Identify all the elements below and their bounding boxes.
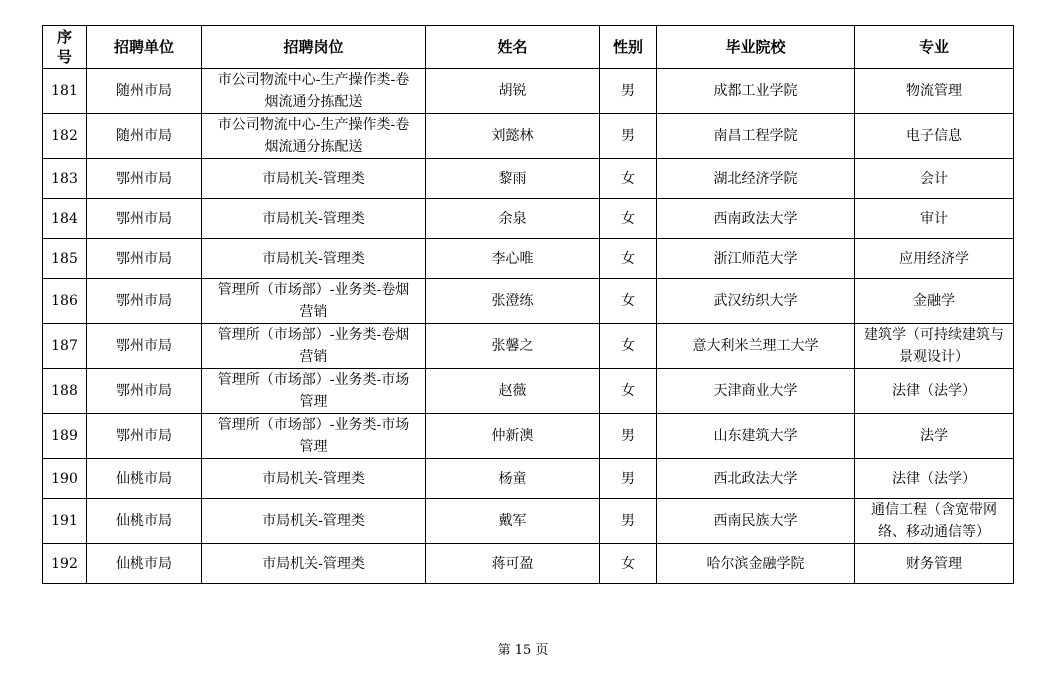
table-row <box>43 114 1014 159</box>
cell-unit: 仙桃市局 <box>87 499 202 544</box>
cell-school: 湖北经济学院 <box>657 159 855 199</box>
cell-school: 武汉纺织大学 <box>657 279 855 324</box>
page-footer <box>0 639 1046 658</box>
cell-seq-no: 192 <box>43 544 87 584</box>
cell-school: 浙江师范大学 <box>657 239 855 279</box>
cell-school: 天津商业大学 <box>657 369 855 414</box>
cell-unit: 仙桃市局 <box>87 459 202 499</box>
header-school: 毕业院校 <box>657 26 855 69</box>
cell-position: 市公司物流中心-生产操作类-卷 烟流通分拣配送 <box>202 114 426 159</box>
cell-unit: 鄂州市局 <box>87 199 202 239</box>
cell-gender: 女 <box>600 369 657 414</box>
header-seq-no: 序 号 <box>43 26 87 69</box>
cell-unit: 鄂州市局 <box>87 324 202 369</box>
cell-name: 张澄练 <box>426 279 600 324</box>
cell-seq-no: 191 <box>43 499 87 544</box>
table-row <box>43 414 1014 459</box>
cell-major: 应用经济学 <box>855 239 1014 279</box>
cell-gender: 男 <box>600 414 657 459</box>
table-row <box>43 69 1014 114</box>
cell-name: 胡锐 <box>426 69 600 114</box>
cell-major: 建筑学（可持续建筑与 景观设计） <box>855 324 1014 369</box>
cell-school: 成都工业学院 <box>657 69 855 114</box>
header-name: 姓名 <box>426 26 600 69</box>
page-suffix: 页 <box>535 643 549 658</box>
page-number: 15 <box>514 643 532 658</box>
cell-unit: 仙桃市局 <box>87 544 202 584</box>
table-row <box>43 544 1014 584</box>
cell-gender: 男 <box>600 69 657 114</box>
cell-gender: 男 <box>600 499 657 544</box>
cell-school: 西南民族大学 <box>657 499 855 544</box>
cell-seq-no: 187 <box>43 324 87 369</box>
cell-gender: 女 <box>600 239 657 279</box>
cell-major: 物流管理 <box>855 69 1014 114</box>
cell-unit: 随州市局 <box>87 114 202 159</box>
cell-major: 审计 <box>855 199 1014 239</box>
header-position: 招聘岗位 <box>202 26 426 69</box>
cell-unit: 随州市局 <box>87 69 202 114</box>
cell-position: 管理所（市场部）-业务类-卷烟 营销 <box>202 279 426 324</box>
cell-unit: 鄂州市局 <box>87 369 202 414</box>
header-row <box>43 26 1014 69</box>
cell-gender: 女 <box>600 324 657 369</box>
table-row <box>43 499 1014 544</box>
cell-position: 管理所（市场部）-业务类-市场 管理 <box>202 369 426 414</box>
cell-seq-no: 186 <box>43 279 87 324</box>
cell-gender: 女 <box>600 279 657 324</box>
cell-school: 哈尔滨金融学院 <box>657 544 855 584</box>
cell-name: 余泉 <box>426 199 600 239</box>
cell-school: 南昌工程学院 <box>657 114 855 159</box>
cell-unit: 鄂州市局 <box>87 239 202 279</box>
table-row <box>43 239 1014 279</box>
cell-name: 黎雨 <box>426 159 600 199</box>
cell-school: 山东建筑大学 <box>657 414 855 459</box>
cell-position: 市局机关-管理类 <box>202 544 426 584</box>
cell-seq-no: 181 <box>43 69 87 114</box>
cell-position: 市局机关-管理类 <box>202 459 426 499</box>
cell-seq-no: 189 <box>43 414 87 459</box>
cell-name: 戴军 <box>426 499 600 544</box>
cell-gender: 男 <box>600 459 657 499</box>
cell-seq-no: 188 <box>43 369 87 414</box>
cell-gender: 女 <box>600 159 657 199</box>
cell-school: 意大利米兰理工大学 <box>657 324 855 369</box>
cell-major: 法学 <box>855 414 1014 459</box>
table-row <box>43 459 1014 499</box>
cell-seq-no: 183 <box>43 159 87 199</box>
cell-major: 电子信息 <box>855 114 1014 159</box>
cell-school: 西南政法大学 <box>657 199 855 239</box>
table-row <box>43 279 1014 324</box>
cell-position: 市局机关-管理类 <box>202 199 426 239</box>
cell-school: 西北政法大学 <box>657 459 855 499</box>
table-row <box>43 199 1014 239</box>
table-row <box>43 324 1014 369</box>
cell-name: 赵薇 <box>426 369 600 414</box>
table-body <box>43 69 1014 584</box>
cell-seq-no: 184 <box>43 199 87 239</box>
cell-gender: 女 <box>600 544 657 584</box>
cell-name: 张馨之 <box>426 324 600 369</box>
cell-seq-no: 190 <box>43 459 87 499</box>
header-unit: 招聘单位 <box>87 26 202 69</box>
header-major: 专业 <box>855 26 1014 69</box>
cell-seq-no: 185 <box>43 239 87 279</box>
recruitment-table <box>42 25 1014 584</box>
cell-unit: 鄂州市局 <box>87 159 202 199</box>
table-row <box>43 369 1014 414</box>
cell-gender: 女 <box>600 199 657 239</box>
cell-name: 杨童 <box>426 459 600 499</box>
cell-major: 通信工程（含宽带网 络、移动通信等） <box>855 499 1014 544</box>
header-gender: 性别 <box>600 26 657 69</box>
cell-seq-no: 182 <box>43 114 87 159</box>
cell-name: 刘懿林 <box>426 114 600 159</box>
cell-major: 财务管理 <box>855 544 1014 584</box>
cell-gender: 男 <box>600 114 657 159</box>
cell-name: 蒋可盈 <box>426 544 600 584</box>
cell-major: 法律（法学） <box>855 369 1014 414</box>
cell-unit: 鄂州市局 <box>87 279 202 324</box>
table-row <box>43 159 1014 199</box>
cell-position: 市公司物流中心-生产操作类-卷 烟流通分拣配送 <box>202 69 426 114</box>
cell-name: 仲新澳 <box>426 414 600 459</box>
cell-major: 会计 <box>855 159 1014 199</box>
cell-major: 法律（法学） <box>855 459 1014 499</box>
cell-position: 市局机关-管理类 <box>202 239 426 279</box>
page-prefix: 第 <box>497 643 511 658</box>
cell-unit: 鄂州市局 <box>87 414 202 459</box>
cell-position: 管理所（市场部）-业务类-卷烟 营销 <box>202 324 426 369</box>
cell-major: 金融学 <box>855 279 1014 324</box>
cell-position: 管理所（市场部）-业务类-市场 管理 <box>202 414 426 459</box>
cell-position: 市局机关-管理类 <box>202 159 426 199</box>
cell-position: 市局机关-管理类 <box>202 499 426 544</box>
cell-name: 李心唯 <box>426 239 600 279</box>
